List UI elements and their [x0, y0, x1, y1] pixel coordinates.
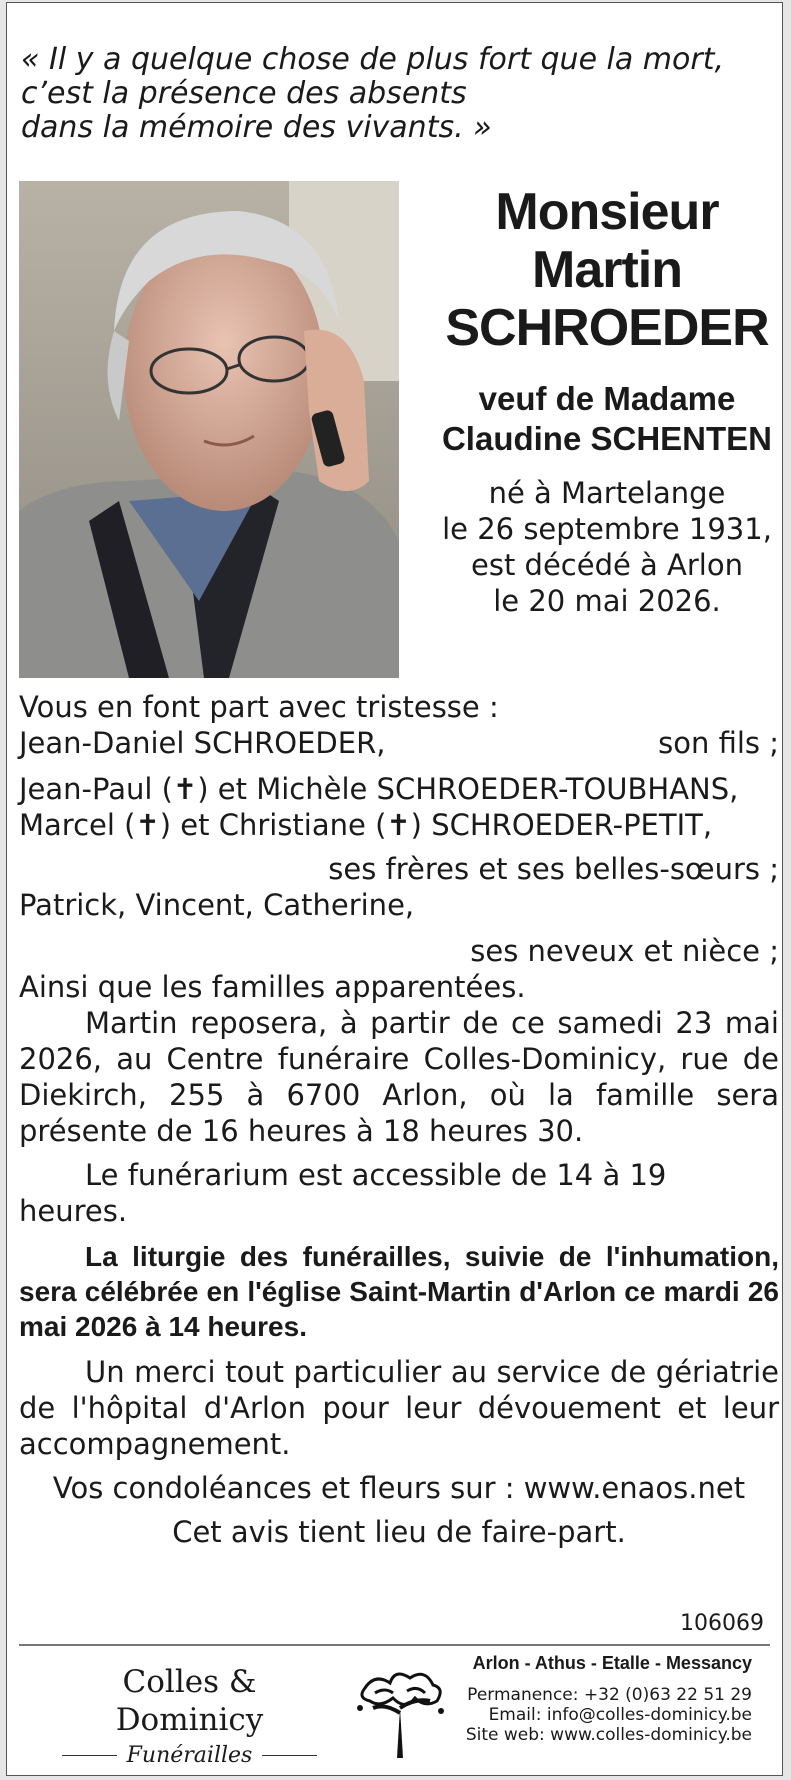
obituary-notice: [6, 2, 783, 1776]
birth-line: né à Martelange: [488, 476, 726, 510]
reference-number: 106069: [680, 1611, 764, 1636]
deceased-last-name: SCHROEDER: [445, 299, 769, 357]
siblings-line: Jean-Paul (✝) et Michèle SCHROEDER-TOUBHANS,: [19, 772, 739, 806]
brand-subtitle: [47, 1743, 332, 1768]
quote-line: dans la mémoire des vivants. »: [21, 110, 492, 145]
divider-dash: [262, 1755, 317, 1756]
divider-dash: [62, 1755, 117, 1756]
family-section: [19, 689, 779, 1550]
deceased-header: [437, 183, 777, 619]
widow-line: veuf de Madame: [478, 380, 736, 417]
contact-email: Email: info@colles-dominicy.be: [488, 1705, 752, 1725]
quote-line: c’est la présence des absents: [21, 76, 467, 111]
nephews-relation: ses neveux et nièce ;: [470, 934, 779, 968]
liturgy-paragraph: La liturgie des funérailles, suivie de l'inhumation, sera célébrée en l'église Saint-Martin d'Arlon ce mardi 26 mai 2026 à 14 heures.: [19, 1241, 779, 1342]
son-relation: son fils ;: [658, 726, 779, 760]
portrait-image: [19, 181, 399, 678]
widow-info: [437, 379, 777, 459]
notice-line: Cet avis tient lieu de faire-part.: [172, 1515, 626, 1549]
family-intro: Vous en font part avec tristesse :: [19, 690, 499, 724]
son-name: Jean-Daniel SCHROEDER,: [19, 726, 386, 760]
birth-death-info: [437, 475, 777, 619]
funeral-home-brand: [47, 1663, 332, 1768]
siblings-relation: ses frères et ses belles-sœurs ;: [328, 852, 779, 886]
contact-phone: Permanence: +32 (0)63 22 51 29: [467, 1685, 752, 1705]
contact-website: Site web: www.colles-dominicy.be: [465, 1725, 752, 1745]
thanks-paragraph: Un merci tout particulier au service de gériatrie de l'hôpital d'Arlon pour leur dévouement et leur accompagnement.: [19, 1355, 779, 1461]
funerarium-hours: Le funérarium est accessible de 14 à 19 heures.: [19, 1158, 667, 1228]
contact-info: [466, 1653, 752, 1745]
contact-cities: Arlon - Athus - Etalle - Messancy: [472, 1653, 752, 1673]
condolences-line: Vos condoléances et fleurs sur : www.enaos.net: [52, 1471, 746, 1505]
brand-name: Colles & Dominicy: [115, 1664, 264, 1738]
brand-subtitle-text: Funérailles: [126, 1743, 253, 1768]
death-line: le 20 mai 2026.: [493, 584, 721, 618]
repose-paragraph: Martin reposera, à partir de ce samedi 23 mai 2026, au Centre funéraire Colles-Dominicy, rue de Diekirch, 255 à 6700 Arlon, où la famille sera présente de 16 heures à 18 heures 30.: [19, 1006, 779, 1148]
footer-divider: [19, 1644, 770, 1646]
spouse-name: Claudine SCHENTEN: [441, 420, 773, 457]
siblings-line: Marcel (✝) et Christiane (✝) SCHROEDER-PETIT,: [19, 808, 713, 842]
epigraph-quote: [21, 43, 761, 145]
birth-line: le 26 septembre 1931,: [442, 512, 772, 546]
death-line: est décédé à Arlon: [471, 548, 743, 582]
deceased-first-name: Martin: [532, 241, 682, 299]
nephews-names: Patrick, Vincent, Catherine,: [19, 888, 415, 922]
family-others: Ainsi que les familles apparentées.: [19, 970, 526, 1004]
deceased-title: Monsieur: [495, 183, 719, 241]
quote-line: « Il y a quelque chose de plus fort que la mort,: [21, 42, 725, 77]
tree-logo-icon: [345, 1653, 455, 1763]
portrait-photo: [19, 181, 399, 678]
family-son: [19, 725, 779, 761]
